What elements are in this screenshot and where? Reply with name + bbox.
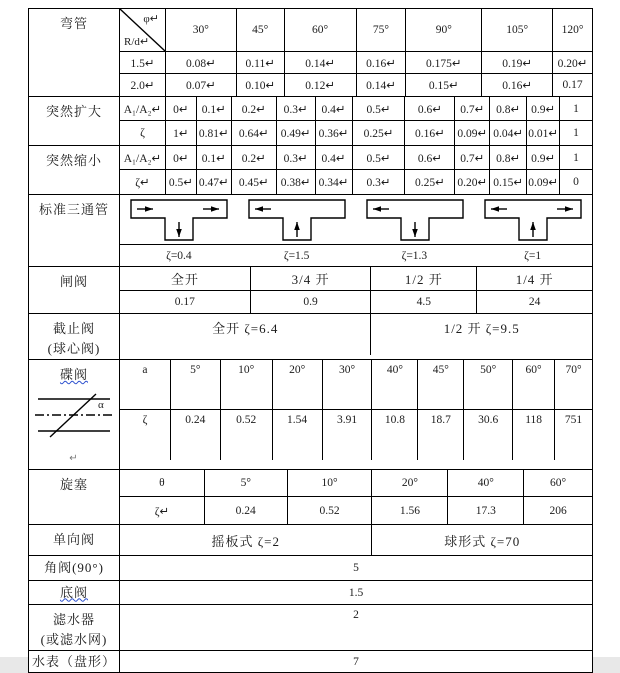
section-butterfly-valve (29, 360, 592, 470)
contraction-ratio-8: 0.8↵ (490, 146, 527, 169)
contraction-label: 突然缩小 (29, 146, 120, 194)
section-sudden-contraction (29, 146, 592, 195)
cock-angle-row (120, 470, 592, 497)
bend-rd-value-2: 2.0↵ (120, 74, 166, 96)
bend-zeta-2-2: 0.12↵ (285, 74, 357, 96)
globe-valve-full-open: 全开 ζ=6.4 (120, 314, 371, 355)
bend-zeta-1-0: 0.08↵ (166, 52, 237, 73)
gate-zeta-3: 24 (528, 296, 541, 308)
butterfly-angle-8: 70° (565, 364, 582, 376)
bend-row-2 (120, 74, 592, 96)
foot-valve-value: 1.5 (348, 586, 364, 599)
expansion-zeta-row (120, 121, 592, 145)
contraction-zeta-0: 0.5↵ (166, 170, 197, 194)
expansion-ratio-2: 0.2↵ (232, 97, 277, 120)
contraction-ratio-7: 0.7↵ (455, 146, 490, 169)
strainer-label-line2: (或滤水网) (40, 632, 108, 647)
expansion-ratio-4: 0.4↵ (316, 97, 353, 120)
angle-valve-label: 角阀(90°) (29, 556, 120, 580)
butterfly-angle-6: 50° (464, 360, 513, 409)
contraction-zeta-2: 0.45↵ (232, 170, 277, 194)
butterfly-zeta-8: 751 (564, 414, 583, 426)
bend-zeta-1-2: 0.14↵ (285, 52, 357, 73)
foot-valve-label-cell (29, 581, 120, 604)
gate-opening-1: 3/4 开 (251, 267, 372, 290)
cock-zeta-0: 0.24 (205, 497, 288, 524)
contraction-ratio-3: 0.3↵ (277, 146, 316, 169)
tee-flow-dividing-icon (483, 197, 583, 243)
expansion-ratio-9: 0.9↵ (527, 97, 560, 120)
bend-zeta-2-1: 0.10↵ (237, 74, 285, 96)
section-strainer (29, 605, 592, 651)
water-meter-value: 7 (353, 655, 359, 668)
water-meter-row (120, 651, 592, 672)
strainer-label-line1: 滤水器 (52, 612, 95, 627)
tee-flow-branch-up-left-icon (247, 197, 347, 243)
check-valve-swing: 摇板式 ζ=2 (120, 525, 372, 555)
contraction-ratio-1: 0.1↵ (197, 146, 232, 169)
contraction-ratio-5: 0.5↵ (353, 146, 406, 169)
section-sudden-expansion (29, 97, 592, 146)
contraction-zeta-3: 0.38↵ (277, 170, 316, 194)
contraction-ratio-6: 0.6↵ (405, 146, 455, 169)
expansion-zeta-9: 0.01↵ (527, 121, 560, 145)
contraction-ratio-2: 0.2↵ (232, 146, 277, 169)
expansion-ratio-3: 0.3↵ (277, 97, 316, 120)
bend-zeta-1-5: 0.19↵ (482, 52, 553, 73)
butterfly-zeta-3: 3.91 (323, 410, 373, 460)
globe-valve-label-line2: (球心阀) (47, 341, 101, 356)
tee-zeta-3: ζ=1 (524, 249, 542, 262)
gate-value-row (120, 291, 592, 313)
expansion-ratio-7: 0.7↵ (455, 97, 490, 120)
cock-angle-1: 10° (288, 470, 373, 496)
bend-rd-symbol: R/d↵ (124, 36, 150, 48)
expansion-ratio-row (120, 97, 592, 121)
expansion-zeta-3: 0.49↵ (277, 121, 316, 145)
loss-coefficient-table (28, 8, 593, 673)
tee-zeta-0: ζ=0.4 (166, 249, 192, 262)
gate-valve-label: 闸阀 (29, 267, 120, 313)
butterfly-angle-5: 45° (418, 360, 464, 409)
section-check-valve (29, 525, 592, 556)
butterfly-valve-label-cell (29, 360, 120, 469)
tee-diagram-dividing (474, 197, 592, 243)
expansion-zeta-10: 1 (573, 127, 579, 139)
bend-angle-header-1: 45° (237, 9, 285, 51)
tee-zeta-1: ζ=1.5 (283, 249, 310, 262)
globe-valve-label (29, 314, 120, 359)
bend-rd-value-1: 1.5↵ (120, 52, 166, 73)
contraction-ratio-4: 0.4↵ (316, 146, 353, 169)
bend-angle-header-3: 75° (357, 9, 407, 51)
bend-angle-header-0: 30° (166, 9, 237, 51)
butterfly-zeta-row (120, 410, 592, 460)
bend-diagonal-header-cell (120, 9, 166, 51)
expansion-ratio-10: 1 (573, 102, 579, 115)
contraction-zeta-head: ζ↵ (120, 170, 166, 194)
bend-header-row (120, 9, 592, 52)
section-gate-valve (29, 267, 592, 314)
expansion-ratio-1: 0.1↵ (197, 97, 232, 120)
foot-valve-label: 底阀 (59, 584, 88, 600)
tee-zeta-row (120, 245, 592, 266)
globe-valve-row (120, 314, 592, 355)
cock-angle-3: 40° (448, 470, 524, 496)
bend-zeta-2-4: 0.15↵ (406, 74, 482, 96)
contraction-ratio-head: A₁/A₂↵ (120, 146, 166, 169)
bend-zeta-1-1: 0.11↵ (237, 52, 285, 73)
globe-valve-label-line1: 截止阀 (52, 321, 95, 336)
expansion-zeta-4: 0.36↵ (316, 121, 353, 145)
cock-angle-4: 60° (550, 477, 567, 489)
bend-zeta-2-0: 0.07↵ (166, 74, 237, 96)
expansion-zeta-head: ζ (120, 121, 166, 145)
butterfly-angle-0: 5° (171, 360, 221, 409)
section-angle-valve (29, 556, 592, 581)
contraction-zeta-5: 0.3↵ (353, 170, 406, 194)
tee-zeta-2: ζ=1.3 (401, 249, 428, 262)
tee-flow-left-down-icon (365, 197, 465, 243)
section-foot-valve (29, 581, 592, 605)
expansion-ratio-0: 0↵ (166, 97, 197, 120)
bend-zeta-2-3: 0.14↵ (357, 74, 407, 96)
expansion-ratio-head: A₁/A₂↵ (120, 97, 166, 120)
cock-zeta-3: 17.3 (448, 497, 524, 524)
section-bend (29, 9, 592, 97)
bend-zeta-2-5: 0.16↵ (482, 74, 553, 96)
expansion-ratio-5: 0.5↵ (353, 97, 406, 120)
section-globe-valve (29, 314, 592, 360)
butterfly-zeta-head: ζ (120, 410, 171, 460)
butterfly-zeta-5: 18.7 (418, 410, 464, 460)
butterfly-angle-head: a (120, 360, 171, 409)
butterfly-zeta-1: 0.52 (221, 410, 273, 460)
contraction-zeta-8: 0.15↵ (490, 170, 527, 194)
butterfly-zeta-6: 30.6 (464, 410, 513, 460)
expansion-zeta-6: 0.16↵ (405, 121, 455, 145)
tee-diagram-left-down (356, 197, 474, 243)
section-standard-tee (29, 195, 592, 267)
water-meter-label: 水表（盘形） (29, 651, 120, 672)
globe-valve-half-open: 1/2 开 ζ=9.5 (443, 321, 520, 336)
contraction-ratio-row (120, 146, 592, 170)
strainer-row (120, 605, 592, 650)
tee-diagram-cell (120, 195, 592, 244)
butterfly-angle-4: 40° (372, 360, 418, 409)
cock-valve-label: 旋塞 (29, 470, 120, 524)
cock-zeta-2: 1.56 (372, 497, 448, 524)
bend-angle-header-2: 60° (285, 9, 357, 51)
expansion-zeta-1: 0.81↵ (197, 121, 232, 145)
cock-zeta-4: 206 (549, 504, 567, 517)
return-mark: ↵ (69, 453, 79, 464)
cock-zeta-row (120, 497, 592, 524)
bend-angle-header-5: 105° (482, 9, 553, 51)
cock-theta-head: θ (120, 470, 205, 496)
check-valve-row (120, 525, 592, 555)
section-cock-valve (29, 470, 592, 525)
contraction-zeta-7: 0.20↵ (455, 170, 490, 194)
contraction-ratio-10: 1 (573, 151, 579, 164)
expansion-ratio-6: 0.6↵ (405, 97, 455, 120)
angle-valve-value: 5 (353, 562, 359, 574)
contraction-zeta-9: 0.09↵ (527, 170, 560, 194)
tee-flow-through-icon (129, 197, 229, 243)
bend-zeta-1-3: 0.16↵ (357, 52, 407, 73)
bend-angle-header-4: 90° (406, 9, 482, 51)
contraction-zeta-1: 0.47↵ (197, 170, 232, 194)
cock-angle-0: 5° (205, 470, 288, 496)
butterfly-zeta-4: 10.8 (372, 410, 418, 460)
cock-zeta-1: 0.52 (288, 497, 373, 524)
contraction-ratio-9: 0.9↵ (527, 146, 560, 169)
butterfly-valve-diagram-icon (32, 389, 116, 441)
strainer-value: 2 (353, 609, 359, 621)
expansion-zeta-7: 0.09↵ (455, 121, 490, 145)
tee-diagram-row (120, 195, 592, 245)
butterfly-zeta-0: 0.24 (171, 410, 221, 460)
butterfly-angle-2: 20° (273, 360, 323, 409)
expansion-label: 突然扩大 (29, 97, 120, 145)
butterfly-angle-row (120, 360, 592, 410)
gate-zeta-2: 4.5 (371, 291, 477, 313)
tee-diagram-branch-left (238, 197, 356, 243)
section-water-meter (29, 651, 592, 672)
angle-valve-row (120, 556, 592, 580)
bend-row-1 (120, 52, 592, 74)
contraction-zeta-row (120, 170, 592, 194)
cock-angle-2: 20° (372, 470, 448, 496)
butterfly-alpha-symbol: α (98, 399, 105, 411)
expansion-zeta-0: 1↵ (166, 121, 197, 145)
bend-label: 弯管 (29, 9, 120, 96)
butterfly-zeta-2: 1.54 (273, 410, 323, 460)
bend-zeta-1-6: 0.20↵ (557, 57, 588, 70)
tee-diagram-through-branch (120, 197, 238, 243)
gate-zeta-1: 0.9 (251, 291, 372, 313)
expansion-zeta-8: 0.04↵ (490, 121, 527, 145)
gate-opening-row (120, 267, 592, 291)
gate-opening-2: 1/2 开 (371, 267, 477, 290)
expansion-ratio-8: 0.8↵ (490, 97, 527, 120)
contraction-zeta-4: 0.34↵ (316, 170, 353, 194)
cock-zeta-head: ζ↵ (120, 497, 205, 524)
butterfly-valve-label: 碟阀 (59, 367, 88, 382)
check-valve-ball: 球形式 ζ=70 (444, 533, 521, 549)
contraction-zeta-6: 0.25↵ (405, 170, 455, 194)
contraction-ratio-0: 0↵ (166, 146, 197, 169)
foot-valve-row (120, 581, 592, 604)
gate-zeta-0: 0.17 (120, 291, 251, 313)
expansion-zeta-5: 0.25↵ (353, 121, 406, 145)
gate-opening-3: 1/4 开 (515, 272, 554, 287)
gate-opening-0: 全开 (120, 267, 251, 290)
tee-label: 标准三通管 (29, 195, 120, 266)
butterfly-angle-1: 10° (221, 360, 273, 409)
bend-angle-header-6: 120° (561, 24, 584, 36)
butterfly-zeta-7: 118 (513, 410, 555, 460)
bend-zeta-2-6: 0.17 (562, 79, 583, 91)
bend-phi-symbol: φ↵ (143, 13, 159, 25)
butterfly-angle-7: 60° (513, 360, 555, 409)
bend-zeta-1-4: 0.175↵ (406, 52, 482, 73)
check-valve-label: 单向阀 (29, 525, 120, 555)
contraction-zeta-10: 0 (573, 176, 579, 188)
expansion-zeta-2: 0.64↵ (232, 121, 277, 145)
butterfly-angle-3: 30° (323, 360, 373, 409)
strainer-label-cell (29, 605, 120, 650)
